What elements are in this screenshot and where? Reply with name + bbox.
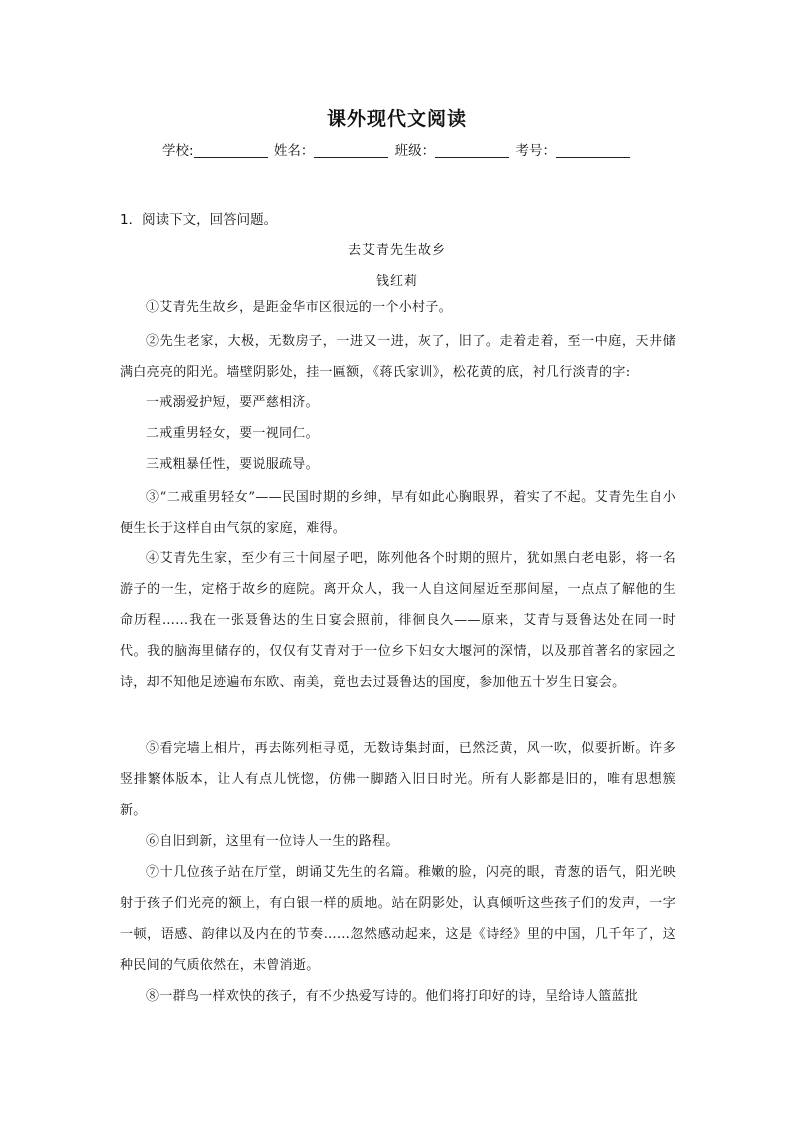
family-rule-3: 三戒粗暴任性，要说服疏导。: [146, 457, 319, 472]
student-info-line: [0, 139, 794, 159]
name-blank[interactable]: [314, 143, 388, 158]
paragraph-3: ③“二戒重男轻女”——民国时期的乡绅，早有如此心胸眼界，着实了不起。艾青先生自小便生长于这样自由气氛的家庭，难得。: [120, 490, 676, 536]
school-blank[interactable]: [194, 143, 268, 158]
class-blank[interactable]: [435, 143, 509, 158]
family-rule-2: 二戒重男轻女，要一视同仁。: [146, 426, 319, 441]
paragraph-5: ⑤看完墙上相片，再去陈列柜寻觅，无数诗集封面，已然泛黄，风一吹，似要折断。许多竖排繁体版本，让人有点儿恍惚，仿佛一脚踏入旧日时光。所有人影都是旧的，唯有思想簇新。: [120, 741, 676, 818]
page-title: 课外现代文阅读: [326, 108, 467, 130]
paragraph-1: ①艾青先生故乡，是距金华市区很远的一个小村子。: [146, 300, 452, 315]
family-rule-1: 一戒溺爱护短，要严慈相济。: [146, 395, 319, 410]
article-title: 去艾青先生故乡: [347, 243, 446, 258]
paragraph-6: ⑥自旧到新，这里有一位诗人一生的路程。: [146, 834, 399, 849]
question-prompt: 1．阅读下文，回答问题。: [120, 212, 278, 228]
class-label: 班级：: [394, 143, 436, 159]
paragraph-2: ②先生老家，大极，无数房子，一进又一进，灰了，旧了。走着走着，至一中庭，天井储满白亮亮的阳光。墙壁阴影处，挂一匾额，《蒋氏家训》，松花黄的底，衬几行淡青的字:: [120, 334, 676, 380]
paragraph-4: ④艾青先生家，至少有三十间屋子吧，陈列他各个时期的照片，犹如黑白老电影，将一名游子的一生，定格于故乡的庭院。离开众人，我一人自这间屋近至那间屋，一点点了解他的生命历程……我在一张聂鲁达的生日宴会照前，徘徊良久——原来，艾青与聂鲁达处在同一时代。我的脑海里储存的，仅仅有艾青对于一位乡下妇女大堰河的深情，以及那首著名的家园之诗，却不知他足迹遍布东欧、南美，竟也去过聂鲁达的国度，参加他五十岁生日宴会。: [120, 551, 676, 690]
article-author: 钱红莉: [375, 274, 418, 289]
exam-number-label: 考号：: [515, 143, 556, 159]
paragraph-8: ⑧一群鸟一样欢快的孩子，有不少热爱写诗的。他们将打印好的诗，呈给诗人篮蓝批: [146, 989, 639, 1004]
school-label: 学校:: [162, 143, 194, 159]
exam-number-blank[interactable]: [556, 143, 630, 158]
name-label: 姓名：: [273, 143, 315, 159]
paragraph-7: ⑦十几位孩子站在厅堂，朗诵艾先生的名篇。稚嫩的脸，闪亮的眼，青葱的语气，阳光映射于孩子们光亮的额上，有白银一样的质地。站在阴影处，认真倾听这些孩子们的发声，一字一顿，语感、韵律以及内在的节奏……忽然感动起来，这是《诗经》里的中国，几千年了，这种民间的气质依然在，未曾消逝。: [120, 865, 676, 973]
